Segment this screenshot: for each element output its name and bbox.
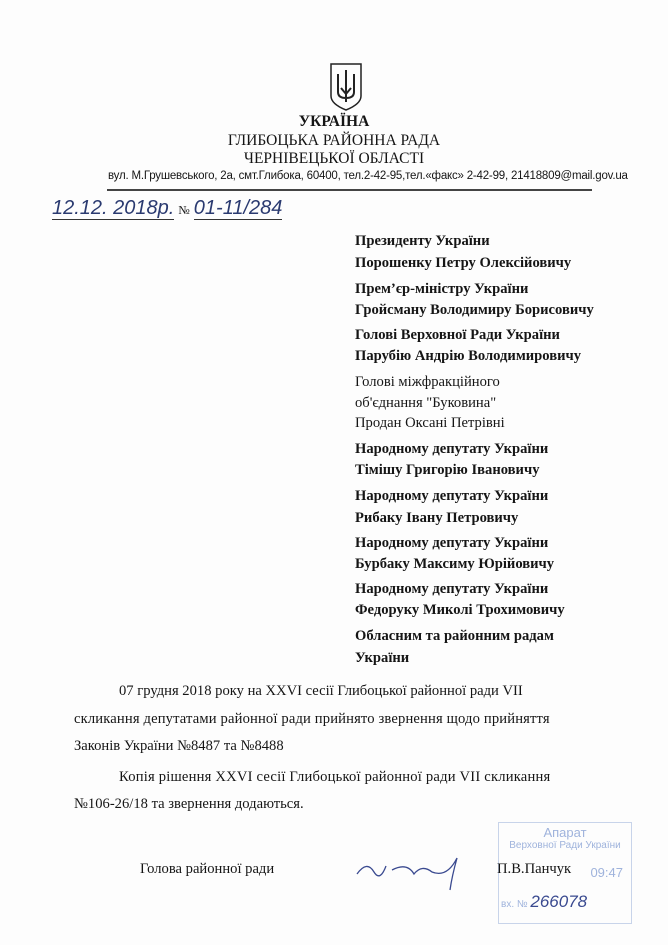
handwritten-signature — [352, 852, 472, 892]
body-p1-l1: 07 грудня 2018 року на XXVI сесії Глибоцької районної ради VII — [119, 683, 523, 699]
addressee-7-line-1: Народному депутату України — [355, 535, 549, 551]
addressee-9-line-2: України — [355, 650, 410, 666]
country-title: УКРАЇНА — [298, 113, 370, 130]
addressee-4-line-1: Голові міжфракційного — [355, 374, 500, 390]
addressee-3-line-2: Парубію Андрію Володимировичу — [355, 348, 582, 364]
addressee-3-line-1: Голові Верховної Ради України — [355, 327, 560, 343]
addressee-2-line-1: Прем’єр-міністру України — [355, 281, 529, 297]
stamp-line1: Апарат — [543, 825, 587, 840]
body-p1-l2: скликання депутатами районної ради прийнято звернення щодо прийняття — [74, 711, 550, 727]
signatory-name: П.В.Панчук — [497, 861, 572, 877]
addressee-7-line-2: Бурбаку Максиму Юрійовичу — [355, 556, 555, 572]
reg-date: 12.12. 2018р. — [52, 197, 175, 219]
reg-number: 01-11/284 — [193, 197, 283, 219]
header-divider — [107, 189, 592, 191]
addressee-4-line-3: Продан Оксані Петрівні — [355, 415, 505, 431]
stamp-line2: Верховної Ради України — [509, 840, 621, 851]
address-line: вул. М.Грушевського, 2а, смт.Глибока, 60400, тел.2-42-95,тел.«факс» 2-42-99, 21418809@mail.gov.ua — [108, 170, 628, 182]
addressee-1-line-2: Порошенку Петру Олексійовичу — [355, 255, 572, 271]
registration-line — [52, 197, 282, 220]
addressee-4-line-2: об'єднання "Буковина" — [355, 395, 497, 411]
reg-no-label: № — [178, 203, 190, 217]
stamp-in-number: 266078 — [530, 892, 588, 911]
addressee-5-line-1: Народному депутату України — [355, 441, 549, 457]
signatory-position: Голова районної ради — [140, 861, 275, 877]
addressee-8-line-1: Народному депутату України — [355, 581, 549, 597]
addressee-1-line-1: Президенту України — [355, 233, 490, 249]
addressee-5-line-2: Тімішу Григорію Івановичу — [355, 462, 540, 478]
coat-of-arms-icon — [329, 62, 363, 112]
region-name: ЧЕРНІВЕЦЬКОЇ ОБЛАСТІ — [243, 150, 425, 167]
body-p2-l1: Копія рішення XXVI сесії Глибоцької районної ради VII скликання — [119, 769, 551, 785]
addressee-6-line-1: Народному депутату України — [355, 488, 549, 504]
addressee-6-line-2: Рибаку Івану Петровичу — [355, 510, 519, 526]
addressee-9-line-1: Обласним та районним радам — [355, 628, 554, 644]
council-name: ГЛИБОЦЬКА РАЙОННА РАДА — [227, 132, 441, 149]
stamp-in-label: вх. № — [501, 899, 528, 910]
addressee-2-line-2: Гройсману Володимиру Борисовичу — [355, 302, 594, 318]
stamp-time: 09:47 — [590, 865, 623, 880]
body-p2-l2: №106-26/18 та звернення додаються. — [74, 796, 304, 812]
body-p1-l3: Законів України №8487 та №8488 — [74, 738, 284, 754]
addressee-8-line-2: Федоруку Миколі Трохимовичу — [355, 602, 565, 618]
